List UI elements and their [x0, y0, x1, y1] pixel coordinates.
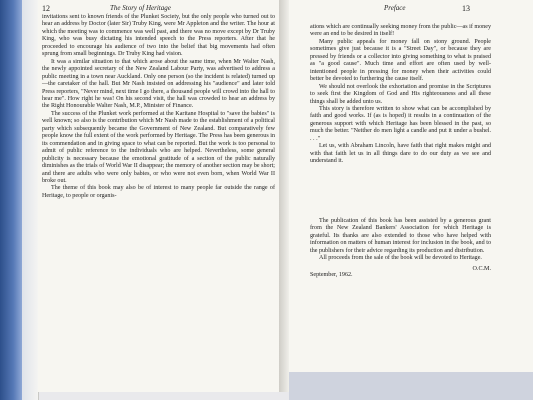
paragraph: Many public appeals for money fall on stony ground. People sometimes give just because it is a "Street Day", or because they are pressed by friends or a collector into giving something to what is praised as "a good cause". Much time and effort are often used by well-intentioned people in pressing for money when their activities could better be devoted to furthering the cause itself.: [310, 38, 491, 83]
left-page-number: 12: [42, 4, 50, 13]
date-line: September, 1962.: [310, 271, 353, 278]
acknowledgement-note: [310, 218, 491, 279]
author-initials: O.C.M.: [472, 265, 491, 272]
left-page: [38, 0, 281, 392]
paragraph: The theme of this book may also be of interest to many people far outside the range of Heritage, to people or organis-: [42, 185, 275, 199]
paragraph: It was a similar situation to that which arose about the same time, when Mr Walter Nash, the newly appointed secretary of the New Zealand Labour Party, was advertised to address a public meeting in a town near Auckland. Only one person (so the incident is related) turned up—the caretaker of the hall. But Mr Nash insisted on addressing his "audience" and later told Press reporters, "Never mind, next time I go there, a thousand people will crowd into the hall to hear me". How right he was! On his second visit, the hall was crowded to hear an address by the Right Honourable Walter Nash, M.P., Minister of Finance.: [42, 58, 275, 110]
book-cover-edge: [0, 0, 22, 400]
paragraph: ations which are continually seeking money from the public—as if money were an end to be desired in itself!: [310, 24, 491, 38]
paragraph: Let us, with Abraham Lincoln, have faith that right makes might and with that faith let us in all things dare to do our duty as we see and understand it.: [310, 143, 491, 165]
right-body-text: [310, 24, 491, 166]
paragraph: invitations sent to known friends of the Plunket Society, but the only people who turned out to hear an address by Doctor (later Sir) Truby King, were Mr Appleton and the writer. The hour at which the meeting was to commence was well past, and there was no move except by Dr Truby King, who was busy dictating his intended speech to the Press reporters. After that he proceeded to encourage his audience of two into the belief that big movements had often sprung from small beginnings. Dr Truby King had vision.: [42, 14, 275, 58]
right-running-head: Preface: [384, 4, 406, 12]
paragraph: All proceeds from the sale of the book will be devoted to Heritage.: [319, 255, 482, 262]
page-block-edge: [22, 0, 39, 400]
right-page-number: 13: [462, 4, 470, 13]
paragraph: The success of the Plunket work performed at the Karitane Hospital to "save the babies" is well known; so also is the contribution which Mr Nash made to the establishment of a political party which subsequently became the Government of New Zealand. But comparatively few people know the full extent of the work performed by Heritage. The Press has been generous in its commendation and in giving space to what can be reported. But the work is too personal to admit of public reference to the individuals who are helped. Nevertheless, some general publicity is necessary because the emotional gratitude of a section of the public naturally diminishes as the trials of World War II disappear; the memory of another section may be short; and there are adults who were only babies, or who were not even born, when World War II broke out.: [42, 110, 276, 184]
background-below-book: [289, 372, 533, 400]
signature-row: [310, 266, 491, 279]
paragraph: We should not overlook the exhortation and promise in the Scriptures to seek first the Kingdom of God and His righteousness and all these things shall be added unto us.: [310, 83, 491, 105]
left-body-text: [42, 14, 275, 200]
paragraph: The publication of this book has been assisted by a generous grant from the New Zealand Bankers' Association for which Heritage is grateful. Its thanks are also extended to those who have helped with information on matters of human interest for inclusion in the book, and to the publishers for their advice regarding its production and distribution.: [310, 218, 491, 254]
book-gutter: [279, 0, 289, 392]
paragraph: This story is therefore written to show what can be accomplished by faith and good works. If (as is hoped) it results in a continuation of the generous support with which Heritage has been blessed in the past, so much the better. "Neither do men light a candle and put it under a bushel. . . .": [310, 105, 491, 142]
left-running-head: The Story of Heritage: [110, 4, 171, 12]
right-page: [289, 0, 533, 372]
